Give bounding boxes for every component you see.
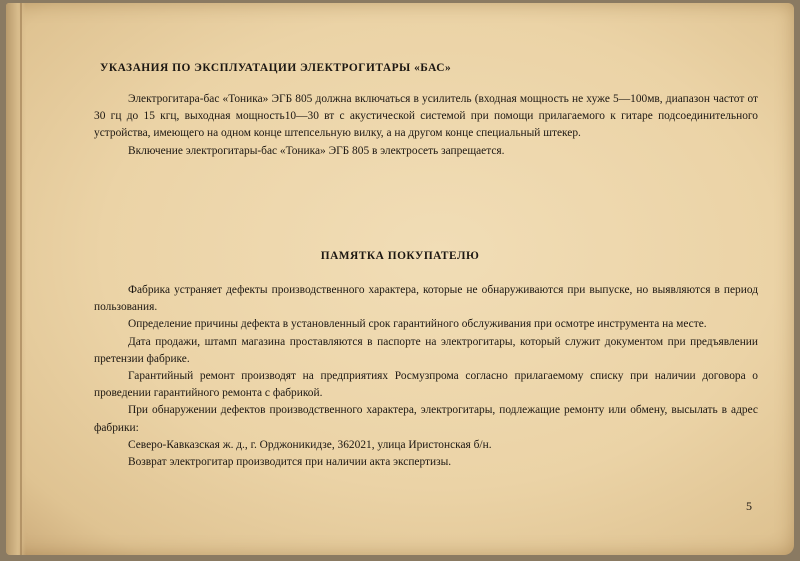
section-title-buyer-memo: ПАМЯТКА ПОКУПАТЕЛЮ <box>320 250 480 262</box>
paragraph: При обнаружении дефектов производственного характера, электрогитары, подлежащие ремонту или обмену, высылать в адрес фабрики: <box>94 404 758 434</box>
paragraph: Электрогитара-бас «Тоника» ЭГБ 805 должна включаться в усилитель (входная мощность не хуже 5—100мв, диапазон частот от 30 гц до 15 кгц, выходная мощность10—30 вт с акустической системой при помощи прилагаемого к гитаре подсоединительного устройства, имеющего на одном конце штепсельную вилку, а на другом конце специальный штекер. <box>94 93 758 140</box>
booklet-spine <box>6 3 26 555</box>
paragraph: Включение электрогитары-бас «Тоника» ЭГБ 805 в электросеть запрещается. <box>128 144 505 157</box>
paragraph: Фабрика устраняет дефекты производственного характера, которые не обнаруживаются при выпуске, но выявляются в период пользования. <box>94 284 758 314</box>
booklet-page <box>6 3 794 555</box>
section-buyer-memo-body <box>94 282 758 471</box>
paragraph: Гарантийный ремонт производят на предприятиях Росмузпрома согласно прилагаемому списку при наличии договора о проведении гарантийного ремонта с фабрикой. <box>94 370 758 400</box>
paragraph: Определение причины дефекта в установленный срок гарантийного обслуживания при осмотре инструмента на месте. <box>128 318 707 331</box>
section-operation-body <box>94 91 758 160</box>
section-title-operation: УКАЗАНИЯ ПО ЭКСПЛУАТАЦИИ ЭЛЕКТРОГИТАРЫ «БАС» <box>100 62 452 74</box>
paragraph-address: Северо-Кавказская ж. д., г. Орджоникидзе, 362021, улица Иристонская б/н. <box>128 438 492 451</box>
paragraph: Дата продажи, штамп магазина проставляются в паспорте на электрогитары, который служит документом при предъявлении претензии фабрике. <box>94 335 758 365</box>
booklet-fold-line <box>20 3 22 555</box>
paragraph: Возврат электрогитар производится при наличии акта экспертизы. <box>128 456 452 469</box>
page-number: 5 <box>746 499 752 513</box>
